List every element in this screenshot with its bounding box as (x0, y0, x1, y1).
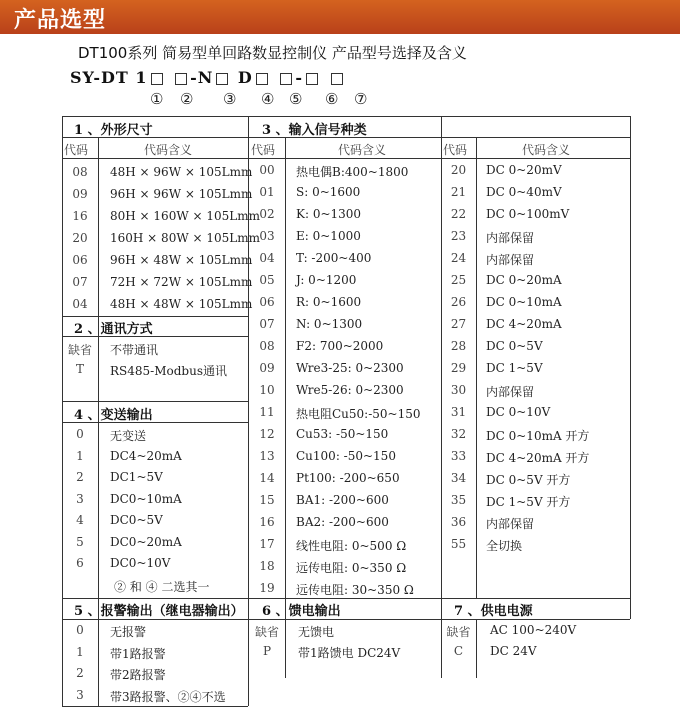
table-cell-meaning: DC 1~5V (486, 361, 543, 375)
table-cell-code: 3 (76, 687, 84, 702)
model-d: D (237, 68, 253, 87)
section-1-code-header: 代码 (64, 143, 89, 157)
table-cell-code: 34 (450, 471, 467, 485)
table-cell-code: 36 (450, 515, 467, 529)
table-cell-meaning: 全切换 (486, 539, 523, 553)
section-3-code-header-2: 代码 (443, 143, 468, 157)
page-subtitle: DT100系列 简易型单回路数显控制仪 产品型号选择及含义 (78, 44, 467, 62)
table-cell-code: 29 (450, 361, 467, 375)
table-cell-meaning: DC1~5V (110, 470, 163, 484)
position-marker-1: ① (150, 90, 164, 108)
table-cell-meaning: 80H × 160W × 105Lmm (110, 209, 260, 223)
table-cell-meaning: Wre3-25: 0~2300 (296, 361, 404, 375)
table-cell-code: 08 (72, 165, 88, 179)
table-cell-code: 2 (76, 470, 84, 484)
section-7-title: 7 、供电电源 (454, 604, 533, 619)
table-cell-meaning: DC4~20mA (110, 448, 182, 463)
table-cell-meaning: Cu100: -50~150 (296, 449, 396, 463)
table-cell-code: 缺省 (67, 343, 92, 357)
section-3-title: 3 、输入信号种类 (262, 123, 367, 138)
table-cell-meaning: DC 4~20mA 开方 (486, 451, 590, 465)
table-cell-meaning: 远传电阻: 30~350 Ω (296, 583, 414, 597)
model-number (70, 68, 346, 87)
table-cell-meaning: DC 0~10V (486, 405, 551, 419)
table-cell-meaning: 160H × 80W × 105Lmm (110, 231, 260, 245)
table-cell-meaning: K: 0~1300 (296, 207, 362, 221)
table-cell-code: 01 (259, 185, 275, 199)
table-cell-code: 31 (450, 405, 467, 419)
table-cell-meaning: BA2: -200~600 (296, 515, 389, 529)
table-cell-meaning: DC 0~20mV (486, 163, 562, 177)
table-cell-meaning: S: 0~1600 (296, 185, 361, 199)
table-cell-code: 4 (76, 513, 84, 527)
table-cell-code: 09 (72, 187, 88, 201)
table-cell-meaning: 无变送 (110, 429, 147, 443)
table-cell-meaning: 热电阻Cu50:-50~150 (296, 407, 421, 421)
table-cell-code: 28 (450, 339, 467, 353)
table-cell-code: 00 (259, 163, 275, 177)
table-cell-meaning: E: 0~1000 (296, 229, 361, 243)
table-cell-code: 35 (450, 493, 467, 507)
table-cell-code: 22 (450, 207, 467, 221)
model-prefix: SY-DT 1 (70, 68, 148, 87)
table-cell-meaning: 远传电阻: 0~350 Ω (296, 561, 407, 575)
table-cell-code: 04 (259, 251, 275, 265)
table-cell-meaning: DC 0~40mV (486, 185, 562, 199)
table-cell-meaning: DC 4~20mA (486, 317, 562, 331)
table-cell-meaning: Wre5-26: 0~2300 (296, 383, 404, 397)
table-cell-code: 24 (450, 251, 467, 265)
table-cell-code: 5 (76, 534, 84, 549)
table-cell-code: 10 (259, 383, 275, 397)
table-cell-code: 25 (450, 273, 467, 287)
table-cell-code: 14 (259, 471, 275, 485)
table-cell-code: 02 (259, 207, 275, 221)
table-cell-meaning: RS485-Modbus通讯 (110, 364, 227, 378)
table-cell-code: 05 (259, 273, 275, 287)
position-marker-7: ⑦ (354, 90, 368, 108)
table-cell-meaning: 48H × 96W × 105Lmm (110, 165, 253, 179)
section-1-meaning-header: 代码含义 (144, 143, 193, 157)
section-4-note: ② 和 ④ 二选其一 (114, 580, 210, 594)
table-cell-code: 0 (76, 623, 84, 637)
table-cell-meaning: 带2路报警 (110, 668, 166, 682)
table-cell-code: 17 (259, 537, 275, 551)
table-cell-code: 32 (450, 427, 467, 441)
model-slot-1 (151, 73, 163, 85)
table-cell-meaning: 72H × 72W × 105Lmm (110, 275, 253, 289)
model-slot-2 (175, 73, 187, 85)
table-cell-meaning: 48H × 48W × 105Lmm (110, 297, 253, 311)
table-cell-code: 11 (259, 405, 275, 419)
table-cell-meaning: 无报警 (110, 625, 147, 639)
model-slot-5 (280, 73, 292, 85)
table-cell-meaning: 热电偶B:400~1800 (296, 165, 409, 179)
table-cell-code: 2 (76, 666, 84, 680)
position-marker-4: ④ (261, 90, 275, 108)
table-cell-meaning: DC 24V (490, 644, 537, 658)
section-3-meaning-header: 代码含义 (338, 143, 387, 157)
table-cell-meaning: DC 0~20mA (486, 273, 562, 287)
section-5-title: 5 、报警输出（继电器输出） (74, 604, 244, 619)
table-cell-meaning: DC 0~10mA (486, 295, 562, 309)
table-cell-code: 20 (450, 163, 467, 177)
table-cell-meaning: DC0~20mA (110, 534, 182, 549)
table-cell-meaning: 内部保留 (486, 231, 535, 245)
table-cell-code: 12 (259, 427, 275, 441)
table-cell-meaning: 内部保留 (486, 253, 535, 267)
table-cell-meaning: 带3路报警、②④不选 (110, 689, 226, 704)
table-cell-meaning: 无馈电 (298, 625, 335, 639)
table-cell-code: 06 (72, 253, 88, 267)
table-cell-meaning: DC 0~5V (486, 339, 543, 353)
table-cell-code: T (75, 362, 84, 376)
table-cell-meaning: BA1: -200~600 (296, 493, 389, 507)
table-cell-code: 0 (76, 427, 84, 441)
table-cell-meaning: 内部保留 (486, 385, 535, 399)
section-6-title: 6 、馈电输出 (262, 604, 341, 619)
table-cell-code: 15 (259, 493, 275, 507)
table-cell-code: 3 (76, 491, 84, 506)
table-cell-code: 19 (259, 581, 275, 595)
table-cell-code: C (453, 644, 464, 658)
table-cell-code: 09 (259, 361, 275, 375)
table-cell-meaning: DC 0~100mV (486, 207, 570, 221)
table-cell-meaning: 96H × 96W × 105Lmm (110, 187, 253, 201)
section-2-title: 2 、通讯方式 (74, 322, 153, 337)
table-cell-code: 23 (450, 229, 467, 243)
table-cell-code: 27 (450, 317, 467, 331)
model-dash: - (295, 68, 304, 87)
model-slot-7 (331, 73, 343, 85)
table-cell-code: 07 (259, 317, 275, 331)
table-cell-meaning: DC 0~5V 开方 (486, 473, 571, 487)
table-cell-meaning: F2: 700~2000 (296, 339, 384, 353)
table-cell-code: 缺省 (446, 625, 471, 639)
banner-title: 产品选型 (14, 8, 107, 33)
section-3-code-header: 代码 (251, 143, 276, 157)
table-cell-code: 16 (259, 515, 275, 529)
table-cell-code: 20 (72, 231, 88, 245)
table-cell-code: 06 (259, 295, 275, 309)
section-1-title: 1 、外形尺寸 (74, 123, 153, 138)
table-cell-code: 33 (450, 449, 467, 463)
section-4-title: 4 、变送输出 (74, 408, 153, 423)
table-cell-code: 04 (72, 297, 88, 311)
model-slot-3 (216, 73, 228, 85)
table-cell-meaning: DC 1~5V 开方 (486, 495, 571, 509)
table-cell-code: 1 (76, 644, 84, 659)
table-cell-meaning: N: 0~1300 (296, 317, 363, 331)
table-cell-code: 1 (76, 448, 84, 463)
model-n: -N (190, 68, 214, 87)
table-cell-meaning: AC 100~240V (490, 623, 577, 637)
table-cell-code: 55 (450, 537, 467, 551)
table-cell-code: 13 (259, 449, 275, 463)
table-cell-meaning: DC0~5V (110, 513, 163, 527)
table-cell-meaning: R: 0~1600 (296, 295, 362, 309)
table-cell-code: 18 (259, 559, 275, 573)
position-marker-3: ③ (223, 90, 237, 108)
table-cell-code: 缺省 (254, 625, 279, 639)
table-cell-meaning: DC 0~10mA 开方 (486, 429, 590, 443)
table-cell-meaning: J: 0~1200 (296, 273, 357, 287)
table-cell-code: 03 (259, 229, 275, 243)
section-3-meaning-header-2: 代码含义 (522, 143, 571, 157)
table-cell-meaning: Pt100: -200~650 (296, 471, 400, 485)
table-cell-code: 07 (72, 275, 88, 289)
table-cell-code: P (262, 644, 272, 658)
position-marker-5: ⑤ (289, 90, 303, 108)
table-cell-meaning: 不带通讯 (110, 343, 159, 357)
table-cell-meaning: Cu53: -50~150 (296, 427, 389, 441)
table-cell-code: 08 (259, 339, 275, 353)
table-cell-code: 21 (450, 185, 467, 199)
table-cell-meaning: T: -200~400 (296, 251, 372, 265)
table-cell-code: 6 (76, 556, 84, 570)
table-cell-code: 26 (450, 295, 467, 309)
position-marker-6: ⑥ (325, 90, 339, 108)
model-slot-6 (306, 73, 318, 85)
model-slot-4 (256, 73, 268, 85)
table-cell-code: 30 (450, 383, 467, 397)
table-cell-meaning: DC0~10V (110, 556, 171, 570)
table-cell-meaning: 内部保留 (486, 517, 535, 531)
position-marker-2: ② (180, 90, 194, 108)
table-cell-meaning: 线性电阻: 0~500 Ω (296, 539, 407, 553)
table-cell-meaning: 带1路报警 (110, 646, 166, 661)
table-cell-meaning: DC0~10mA (110, 491, 182, 506)
table-cell-meaning: 带1路馈电 DC24V (298, 646, 401, 660)
table-cell-code: 16 (72, 209, 88, 223)
table-cell-meaning: 96H × 48W × 105Lmm (110, 253, 253, 267)
